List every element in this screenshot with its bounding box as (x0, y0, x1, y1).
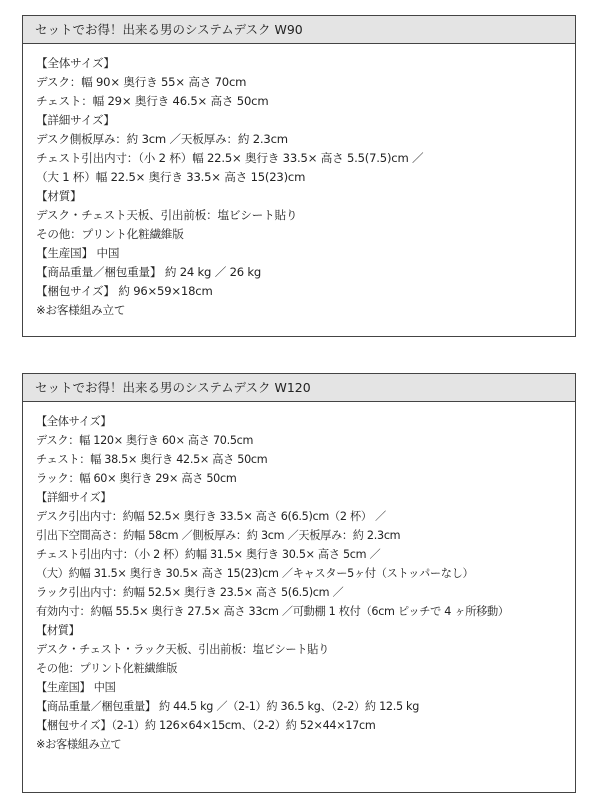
spec-line-package-size: 【梱包サイズ】（2-1）約 126×64×15cm、（2-2）約 52×44×17cm (36, 719, 376, 732)
spec-body-w120 (23, 402, 575, 754)
spec-title-w90: セットでお得！出来る男のシステムデスク W90 (23, 16, 575, 44)
spec-line: デスク・チェスト天板、引出前板：塩ビシート貼り (36, 208, 298, 222)
spec-heading-overall-size: 【全体サイズ】 (36, 56, 115, 70)
spec-line-weight: 【商品重量／梱包重量】 約 24 kg ／ 26 kg (36, 265, 262, 279)
spec-box-w120 (22, 373, 576, 793)
spec-heading-material: 【材質】 (36, 624, 80, 637)
spec-line: チェスト：幅 38.5× 奥行き 42.5× 高さ 50cm (36, 453, 268, 466)
spec-line: その他：プリント化粧繊維版 (36, 662, 178, 675)
spec-line: チェスト：幅 29× 奥行き 46.5× 高さ 50cm (36, 94, 269, 108)
spec-line: デスク：幅 90× 奥行き 55× 高さ 70cm (36, 75, 247, 89)
spec-heading-detail-size: 【詳細サイズ】 (36, 113, 115, 127)
spec-line-assembly-note: ※お客様組み立て (36, 738, 122, 751)
spec-line-weight: 【商品重量／梱包重量】 約 44.5 kg ／（2-1）約 36.5 kg、（2-2）約 12.5 kg (36, 700, 420, 713)
spec-line: デスク側板厚み：約 3cm ／天板厚み：約 2.3cm (36, 132, 288, 146)
spec-heading-overall-size: 【全体サイズ】 (36, 415, 112, 428)
spec-line-country: 【生産国】 中国 (36, 246, 120, 260)
spec-line: 有効内寸：約幅 55.5× 奥行き 27.5× 高さ 33cm ／可動棚 1 枚付（6cm ピッチで 4 ヶ所移動） (36, 605, 509, 618)
spec-line-country: 【生産国】 中国 (36, 681, 116, 694)
spec-title-w120: セットでお得！出来る男のシステムデスク W120 (23, 374, 575, 402)
spec-line: その他：プリント化粧繊維版 (36, 227, 184, 241)
spec-line-package-size: 【梱包サイズ】 約 96×59×18cm (36, 284, 213, 298)
spec-line: チェスト引出内寸：（小 2 杯）幅 22.5× 奥行き 33.5× 高さ 5.5(7.5)cm ／ (36, 151, 424, 165)
spec-box-w90 (22, 15, 576, 337)
spec-line: （大 1 杯）幅 22.5× 奥行き 33.5× 高さ 15(23)cm (36, 170, 306, 184)
spec-line: デスク・チェスト・ラック天板、引出前板：塩ビシート貼り (36, 643, 329, 656)
spec-line: （大）約幅 31.5× 奥行き 30.5× 高さ 15(23)cm ／キャスター5ヶ付（ストッパーなし） (36, 567, 474, 580)
spec-line: 引出下空間高さ：約幅 58cm ／側板厚み：約 3cm ／天板厚み：約 2.3cm (36, 529, 401, 542)
spec-line: デスク：幅 120× 奥行き 60× 高さ 70.5cm (36, 434, 254, 447)
spec-line-assembly-note: ※お客様組み立て (36, 303, 126, 317)
spec-line: ラック：幅 60× 奥行き 29× 高さ 50cm (36, 472, 237, 485)
spec-line: チェスト引出内寸：（小 2 杯）約幅 31.5× 奥行き 30.5× 高さ 5cm ／ (36, 548, 381, 561)
spec-heading-detail-size: 【詳細サイズ】 (36, 491, 112, 504)
spec-heading-material: 【材質】 (36, 189, 82, 203)
spec-line: ラック引出内寸：約幅 52.5× 奥行き 23.5× 高さ 5(6.5)cm ／ (36, 586, 344, 599)
spec-body-w90 (23, 44, 575, 320)
spec-line: デスク引出内寸：約幅 52.5× 奥行き 33.5× 高さ 6(6.5)cm（2 杯） ／ (36, 510, 386, 523)
